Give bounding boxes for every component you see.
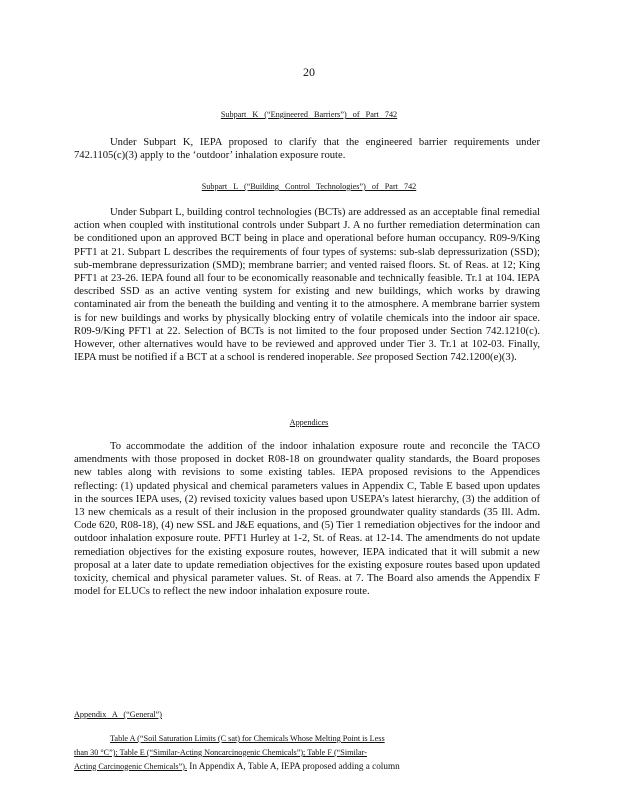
subpart-l-text: Under Subpart L, building control technologies (BCTs) are addressed as an acceptable final remedial action when coupled with institutional controls under Subpart J. A no further remediation determination can be conditioned upon an approved BCT being in place and operational before human occupancy. R09-9/King PFT1 at 21. Subpart L describes the requirements of four types of systems: sub-slab depressurization (SSD); sub-membrane depressurization (SMD); membrane barrier; and vented raised floors. St. of Reas. at 12; King PFT1 at 23-26. IEPA found all four to be economically reasonable and technically feasible. Tr.1 at 104. IEPA described SSD as an active venting system for existing and new buildings, which works by drawing contaminated air from the beneath the building and venting it to the atmosphere. A membrane barrier system is for new buildings and works by physically blocking entry of volatile chemicals into the indoor air space. R09-9/King PFT1 at 22. Selection of BCTs is not limited to the four proposed under Section 742.1210(c). However, other alternatives would have to be reviewed and approved under Tier 3. Tr.1 at 102-03. Finally, IEPA must be notified if a BCT at a school is rendered inoperable. <box>74 207 540 364</box>
see-citation: See <box>357 352 372 364</box>
subpart-l-paragraph <box>74 206 540 364</box>
appendix-a-paragraph <box>74 732 540 773</box>
appendix-a-heading: Appendix A (“General”) <box>74 710 163 719</box>
appendix-a-line3-underlined: Acting Carcinogenic Chemicals”). <box>74 761 187 771</box>
subpart-k-text: Under Subpart K, IEPA proposed to clarify that the engineered barrier requirements under 742.1105(c)(3) apply to the ‘outdoor’ inhalation exposure route. <box>74 137 540 162</box>
appendix-a-line2: than 30 °C”); Table E (“Similar-Acting Noncarcinogenic Chemicals”); Table F (“Similar- <box>74 747 367 757</box>
appendices-text: To accommodate the addition of the indoor inhalation exposure route and reconcile the TACO amendments with those proposed in docket R08-18 on groundwater quality standards, the Board proposes new tables along with revisions to some existing tables. IEPA proposed revisions to the Appendices reflecting: (1) updated physical and chemical parameters values in Appendix C, Table E based upon updates in the sources IEPA uses, (2) revised toxicity values based upon USEPA’s latest hierarchy, (3) the addition of 13 new chemicals as a result of their inclusion in the proposed groundwater quality standards (35 Ill. Adm. Code 620, R08-18), (4) new SSL and J&E equations, and (5) Tier 1 remediation objectives for the indoor and outdoor inhalation exposure route. PFT1 Hurley at 1-2, St. of Reas. at 12-14. The amendments do not update remediation objectives for the existing exposure routes, however, IEPA indicated that it will submit a new proposal at a later date to update remediation objectives for the existing exposure routes based upon updated toxicity, chemical and physical parameter values. St. of Reas. at 7. The Board also amends the Appendix F model for ELUCs to reflect the new indoor inhalation exposure route. <box>74 441 540 598</box>
appendix-a-line1: Table A (“Soil Saturation Limits (C sat) for Chemicals Whose Melting Point is Less <box>110 734 385 743</box>
appendices-paragraph <box>74 440 540 598</box>
subpart-k-heading: Subpart K (“Engineered Barriers”) of Part 742 <box>220 110 398 119</box>
appendices-heading: Appendices <box>289 418 329 427</box>
subpart-k-paragraph <box>74 136 540 162</box>
subpart-l-text-end: proposed Section 742.1200(e)(3). <box>374 352 517 364</box>
appendix-a-line3-rest: In Appendix A, Table A, IEPA proposed adding a column <box>189 760 400 771</box>
page-number: 20 <box>303 65 315 79</box>
subpart-l-heading: Subpart L (“Building Control Technologies”) of Part 742 <box>201 182 417 191</box>
